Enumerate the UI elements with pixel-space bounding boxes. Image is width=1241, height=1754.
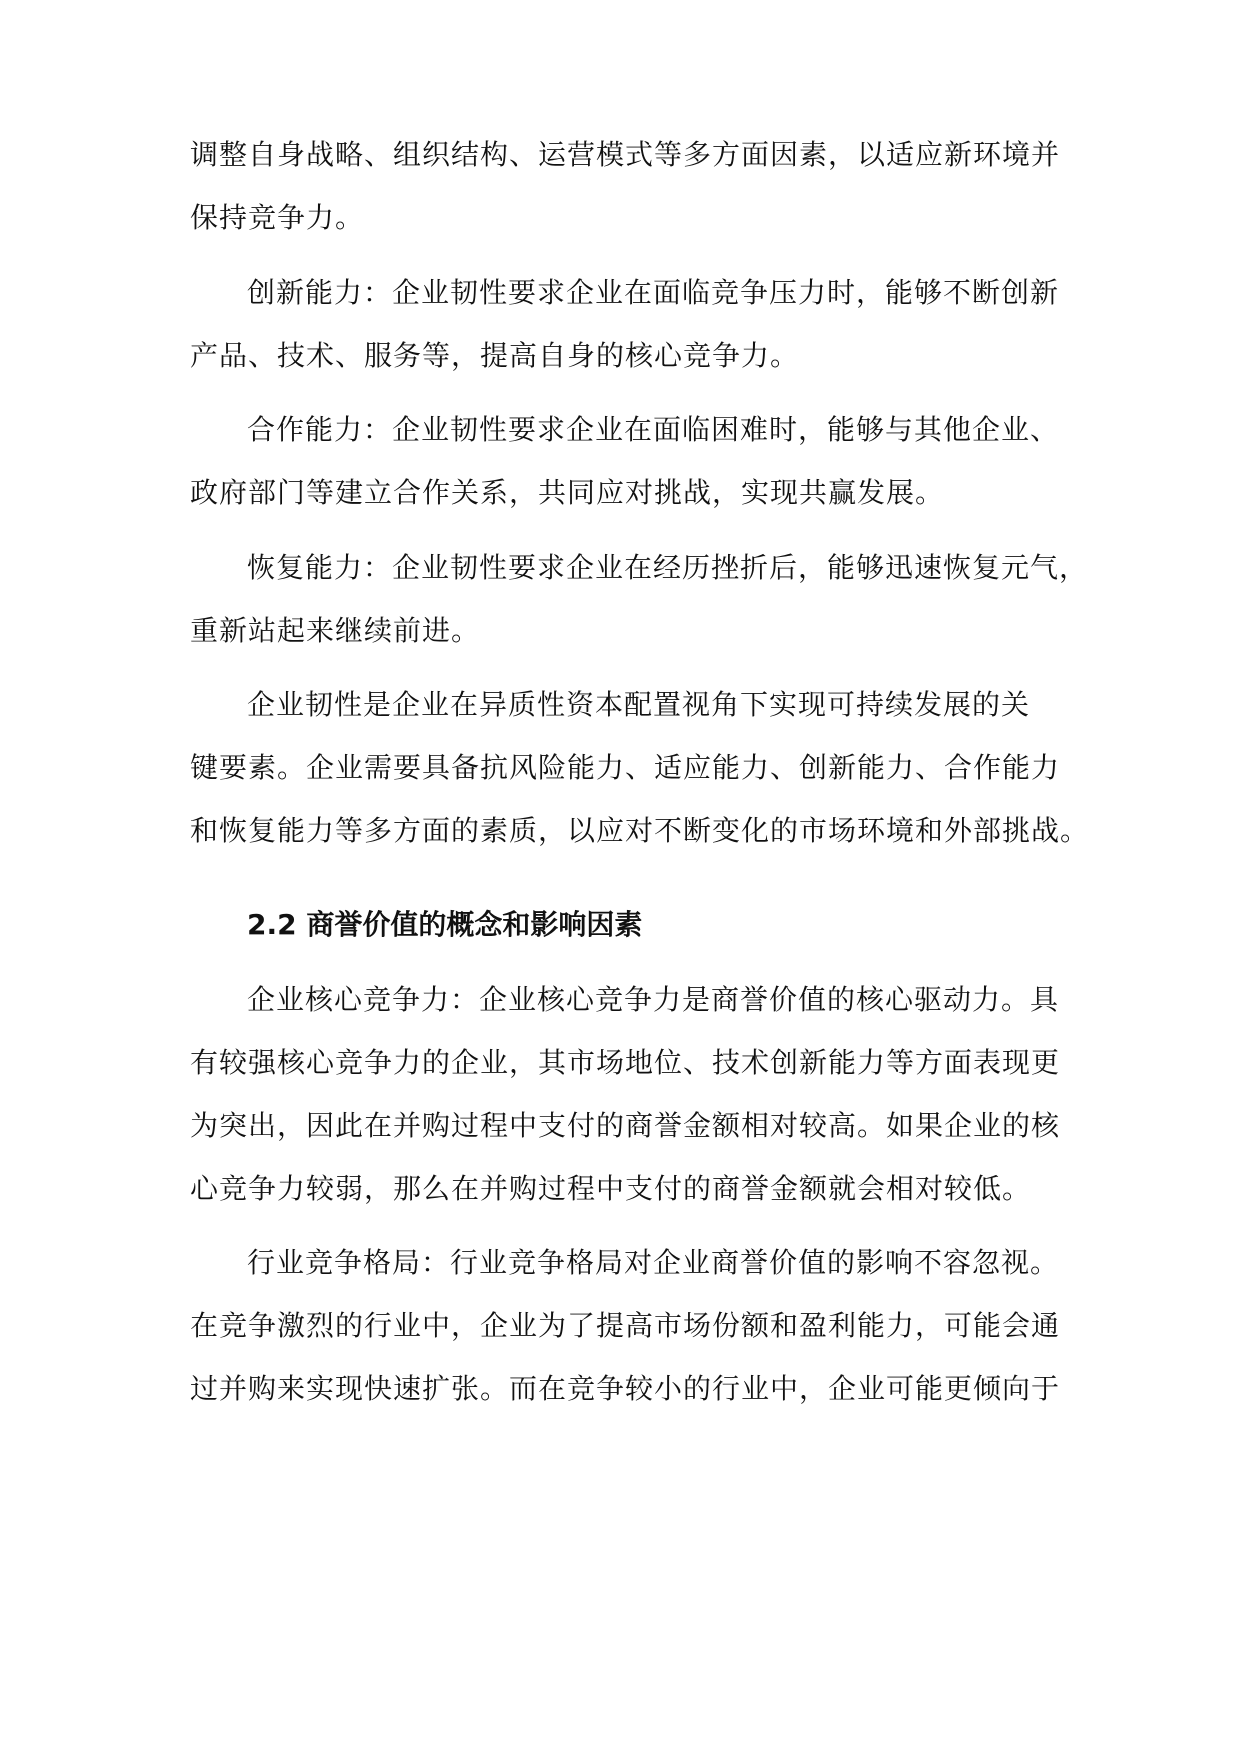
paragraph-line: 重新站起来继续前进。 xyxy=(190,614,481,647)
paragraph-line: 为突出，因此在并购过程中支付的商誉金额相对较高。如果企业的核 xyxy=(190,1109,1061,1142)
paragraph-line: 在竞争激烈的行业中，企业为了提高市场份额和盈利能力，可能会通 xyxy=(190,1309,1061,1342)
paragraph-line: 键要素。企业需要具备抗风险能力、适应能力、创新能力、合作能力 xyxy=(190,751,1061,784)
paragraph-line: 过并购来实现快速扩张。而在竞争较小的行业中，企业可能更倾向于 xyxy=(190,1372,1061,1405)
paragraph-line: 产品、技术、服务等，提高自身的核心竞争力。 xyxy=(190,339,800,372)
section-heading: 2.2 商誉价值的概念和影响因素 xyxy=(247,908,643,941)
paragraph-line: 调整自身战略、组织结构、运营模式等多方面因素，以适应新环境并 xyxy=(190,138,1061,171)
paragraph-line: 有较强核心竞争力的企业，其市场地位、技术创新能力等方面表现更 xyxy=(190,1046,1061,1079)
paragraph-line: 和恢复能力等多方面的素质，以应对不断变化的市场环境和外部挑战。 xyxy=(190,814,1090,847)
paragraph-line: 心竞争力较弱，那么在并购过程中支付的商誉金额就会相对较低。 xyxy=(190,1172,1032,1205)
paragraph-line: 企业韧性是企业在异质性资本配置视角下实现可持续发展的关 xyxy=(247,688,1031,721)
paragraph-line: 创新能力：企业韧性要求企业在面临竞争压力时，能够不断创新 xyxy=(247,276,1060,309)
paragraph-line: 政府部门等建立合作关系，共同应对挑战，实现共赢发展。 xyxy=(190,476,945,509)
paragraph-line: 企业核心竞争力：企业核心竞争力是商誉价值的核心驱动力。具 xyxy=(247,983,1060,1016)
paragraph-line: 恢复能力：企业韧性要求企业在经历挫折后，能够迅速恢复元气， xyxy=(247,551,1089,584)
paragraph-line: 合作能力：企业韧性要求企业在面临困难时，能够与其他企业、 xyxy=(247,413,1060,446)
paragraph-line: 保持竞争力。 xyxy=(190,201,365,234)
paragraph-line: 行业竞争格局：行业竞争格局对企业商誉价值的影响不容忽视。 xyxy=(247,1246,1060,1279)
